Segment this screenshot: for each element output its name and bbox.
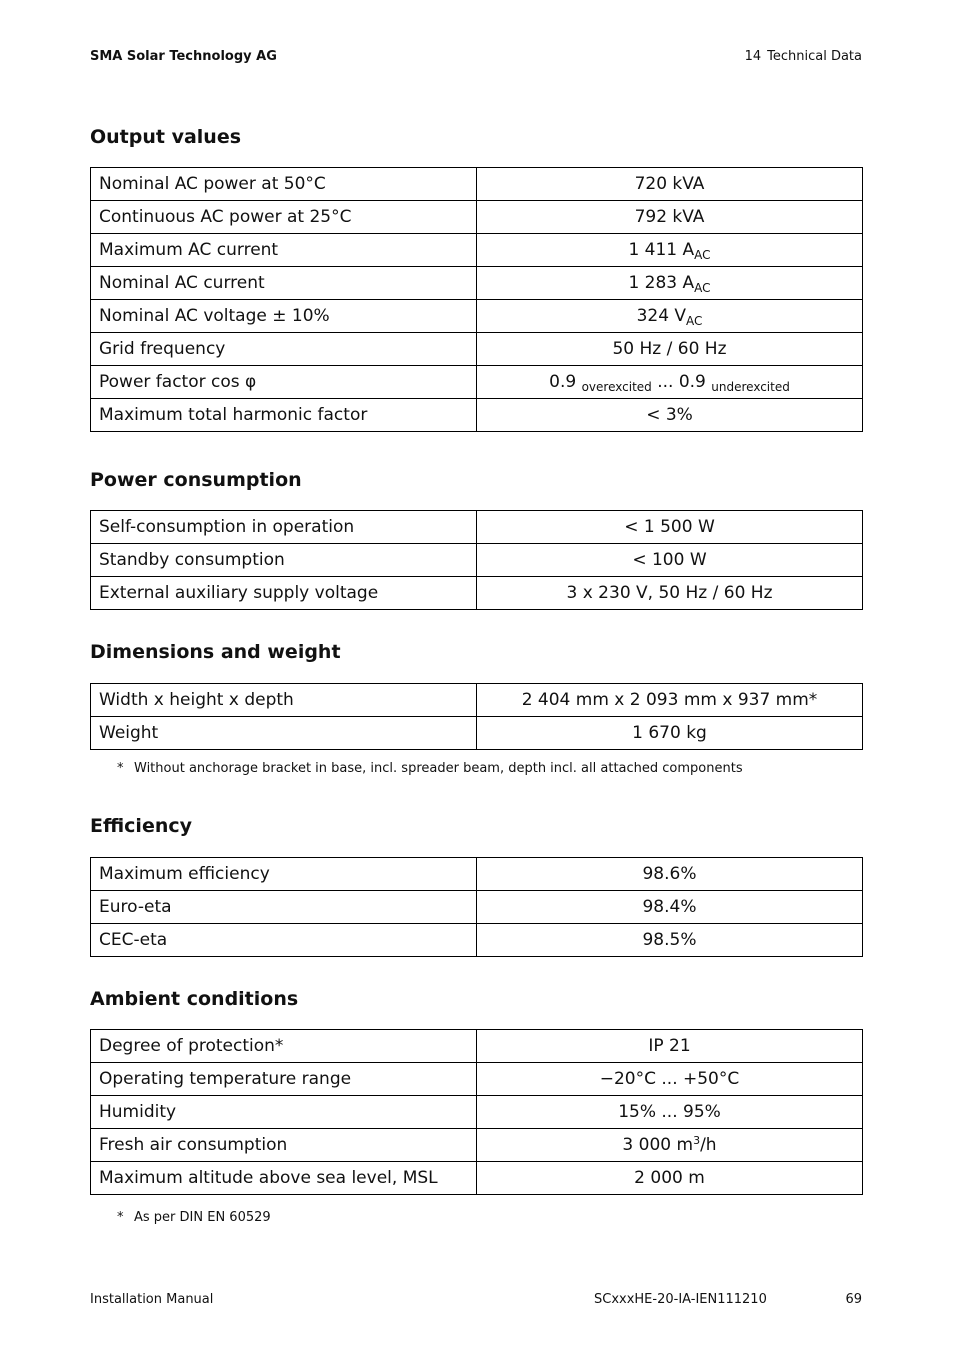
table-row: [91, 1063, 863, 1096]
row-value: 50 Hz / 60 Hz: [477, 333, 863, 366]
value-text: 1 411 A: [628, 240, 695, 260]
value-text: 0.9: [549, 372, 577, 392]
row-label: Width x height x depth: [91, 684, 477, 717]
section-title-dimensions: Dimensions and weight: [90, 641, 341, 663]
row-value: [477, 300, 863, 333]
row-value: [477, 1129, 863, 1162]
row-value: 792 kVA: [477, 201, 863, 234]
row-value: 15% ... 95%: [477, 1096, 863, 1129]
row-value: IP 21: [477, 1030, 863, 1063]
row-label: Power factor cos φ: [91, 366, 477, 399]
table-row: [91, 717, 863, 750]
row-label: Maximum AC current: [91, 234, 477, 267]
value-text: ... 0.9: [657, 372, 706, 392]
table-row: [91, 1030, 863, 1063]
value-subscript: underexcited: [711, 380, 790, 394]
row-label: Nominal AC voltage ± 10%: [91, 300, 477, 333]
row-value: [477, 267, 863, 300]
value-text: 3 000 m: [622, 1135, 694, 1155]
row-label: Weight: [91, 717, 477, 750]
table-row: [91, 924, 863, 957]
table-row: [91, 201, 863, 234]
row-label: Nominal AC current: [91, 267, 477, 300]
header-company: SMA Solar Technology AG: [90, 49, 277, 64]
row-label: Nominal AC power at 50°C: [91, 168, 477, 201]
table-row: [91, 333, 863, 366]
row-value: 98.5%: [477, 924, 863, 957]
table-row: [91, 891, 863, 924]
value-subscript: AC: [694, 281, 711, 295]
row-value: 98.6%: [477, 858, 863, 891]
row-label: CEC-eta: [91, 924, 477, 957]
table-row: [91, 300, 863, 333]
value-superscript: 3: [693, 1134, 701, 1147]
row-label: Maximum efficiency: [91, 858, 477, 891]
table-row: [91, 544, 863, 577]
row-value: [477, 234, 863, 267]
table-row: [91, 1096, 863, 1129]
section-title-efficiency: Efficiency: [90, 815, 193, 837]
power-consumption-table: [90, 510, 863, 610]
table-row: [91, 168, 863, 201]
section-title-ambient: Ambient conditions: [90, 988, 299, 1010]
output-values-table: [90, 167, 863, 432]
value-text: 324 V: [636, 306, 687, 326]
footnote-text: Without anchorage bracket in base, incl. spreader beam, depth incl. all attached components: [134, 761, 743, 776]
row-value: −20°C ... +50°C: [477, 1063, 863, 1096]
row-value: 3 x 230 V, 50 Hz / 60 Hz: [477, 577, 863, 610]
row-label: Humidity: [91, 1096, 477, 1129]
footnote-ambient: [117, 1210, 271, 1225]
efficiency-table: [90, 857, 863, 957]
table-row: [91, 267, 863, 300]
row-value: 98.4%: [477, 891, 863, 924]
row-value: 1 670 kg: [477, 717, 863, 750]
row-label: Degree of protection*: [91, 1030, 477, 1063]
table-row: [91, 684, 863, 717]
row-label: Continuous AC power at 25°C: [91, 201, 477, 234]
table-row: [91, 511, 863, 544]
section-title-output: Output values: [90, 126, 242, 148]
row-value: 2 404 mm x 2 093 mm x 937 mm*: [477, 684, 863, 717]
table-row: [91, 1162, 863, 1195]
row-label: Operating temperature range: [91, 1063, 477, 1096]
header-chapter: [745, 49, 862, 64]
row-value: 720 kVA: [477, 168, 863, 201]
table-row: [91, 399, 863, 432]
ambient-conditions-table: [90, 1029, 863, 1195]
header-chapter-number: 14: [744, 49, 762, 64]
row-value: < 1 500 W: [477, 511, 863, 544]
value-subscript: AC: [694, 248, 711, 262]
footnote-mark: *: [117, 1210, 124, 1225]
footnote-text: As per DIN EN 60529: [134, 1210, 271, 1225]
header-chapter-title: Technical Data: [767, 49, 862, 64]
value-unit: /h: [700, 1135, 717, 1155]
row-label: Standby consumption: [91, 544, 477, 577]
row-label: Maximum altitude above sea level, MSL: [91, 1162, 477, 1195]
table-row: [91, 577, 863, 610]
footer-document: Installation Manual: [90, 1292, 214, 1307]
row-value: 2 000 m: [477, 1162, 863, 1195]
table-row: [91, 234, 863, 267]
row-label: Euro-eta: [91, 891, 477, 924]
value-subscript: overexcited: [581, 380, 652, 394]
row-label: Grid frequency: [91, 333, 477, 366]
row-value: < 3%: [477, 399, 863, 432]
row-value: < 100 W: [477, 544, 863, 577]
footer-code: SCxxxHE-20-IA-IEN111210: [594, 1292, 767, 1307]
value-text: 1 283 A: [628, 273, 695, 293]
table-row: [91, 1129, 863, 1162]
row-label: External auxiliary supply voltage: [91, 577, 477, 610]
row-label: Maximum total harmonic factor: [91, 399, 477, 432]
dimensions-table: [90, 683, 863, 750]
value-subscript: AC: [686, 314, 703, 328]
page-number: 69: [845, 1292, 862, 1307]
table-row: [91, 858, 863, 891]
footnote-dimensions: [117, 761, 743, 776]
table-row: [91, 366, 863, 399]
section-title-power: Power consumption: [90, 469, 302, 491]
row-label: Fresh air consumption: [91, 1129, 477, 1162]
row-label: Self-consumption in operation: [91, 511, 477, 544]
footnote-mark: *: [117, 761, 124, 776]
row-value: [477, 366, 863, 399]
